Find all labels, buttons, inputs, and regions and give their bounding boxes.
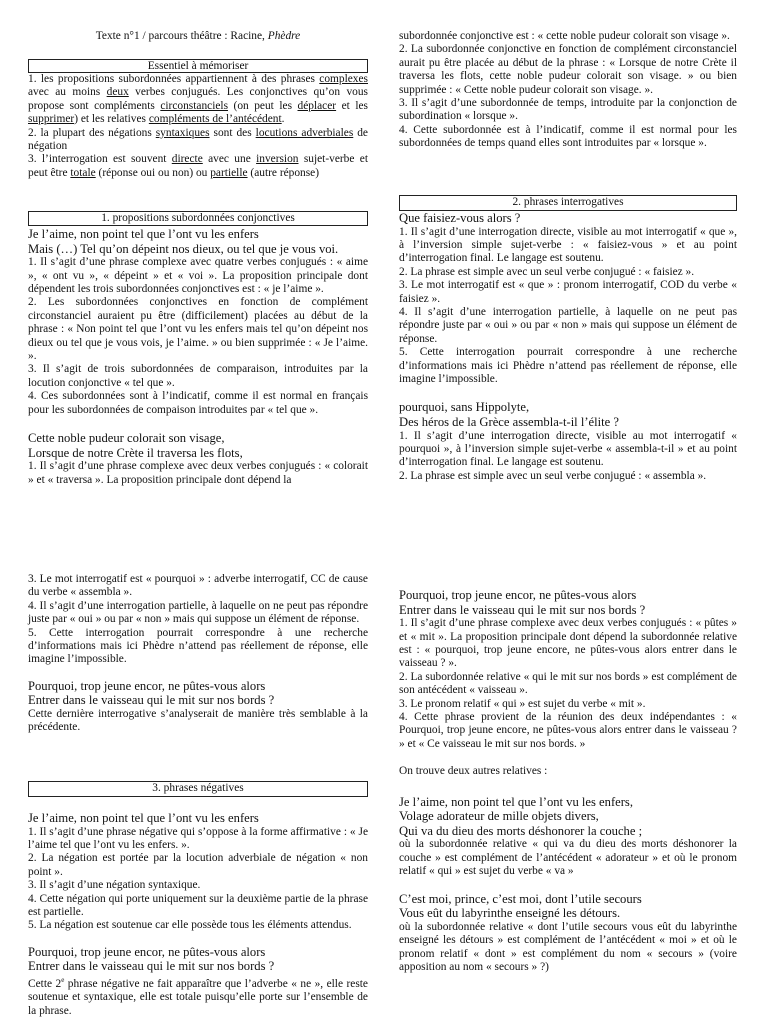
sec1-title: 1. propositions subordonnées conjonctives — [101, 212, 295, 224]
sec1-content — [28, 227, 368, 487]
paragraph: 3. Le mot interrogatif est « pourquoi » : adverbe interrogatif, CC de cause du verbe « assembla ». — [28, 573, 368, 599]
verse: Pourquoi, trop jeune encor, ne pûtes-vous alors — [399, 588, 637, 602]
essentiel-point-1: 1. les propositions subordonnées appartiennent à des phrases complexes avec au moins deux verbes conjugués. Les conjonctives qu’on vous propose sont compléments circonstanciels (on peut les déplacer et les supprimer) et les relatives compléments de l’antécédent. — [28, 73, 368, 126]
essentiel-point-3: 3. l’interrogation est souvent directe avec une inversion sujet-verbe et peut être totale (réponse oui ou non) ou partielle (autre réponse) — [28, 153, 368, 179]
paragraph: 1. Il s’agit d’une phrase complexe avec quatre verbes conjugués : « aime », « ont vu », « dépeint » et « voi ». La proposition principale dont dépendent les trois subordonnées conjonctives est : « je l’aime ». — [28, 256, 368, 295]
paragraph: 3. Il s’agit d’une négation syntaxique. — [28, 879, 201, 892]
paragraph: où la subordonnée relative « qui va du dieu des morts déshonorer la couche » est complément de l’antécédent « adorateur » et où le pronom relatif « qui » est sujet du verbe « va » — [399, 838, 737, 878]
paragraph: 4. Il s’agit d’une interrogation partielle, à laquelle on ne peut pas répondre juste par « oui » ou par « non » mais qui suppose un élément de réponse. — [28, 599, 368, 626]
verse: C’est moi, prince, c’est moi, dont l’utile secours — [399, 891, 642, 906]
paragraph: 2. La subordonnée relative « qui le mit sur nos bords » est complément de son antécédent « vaisseau ». — [399, 670, 737, 697]
paragraph: 3. Il s’agit d’une subordonnée de temps, introduite par la conjonction de subordination « lorsque ». — [399, 97, 737, 123]
verse: Mais (…) Tel qu’on dépeint nos dieux, ou tel que je vous voi. — [28, 241, 339, 256]
verse: Pourquoi, trop jeune encor, ne pûtes-vous alors — [28, 678, 266, 693]
sec3-title: 3. phrases négatives — [152, 782, 244, 794]
right-top-content — [399, 30, 737, 151]
paragraph: 2. La négation est portée par la locution adverbiale de négation « non point ». — [28, 852, 368, 878]
verse: Lorsque de notre Crète il traversa les flots, — [28, 445, 243, 460]
sec2-title-box — [399, 195, 737, 211]
verse: pourquoi, sans Hippolyte, — [399, 400, 530, 415]
page-header — [28, 30, 368, 42]
verse: Cette noble pudeur colorait son visage, — [28, 431, 225, 446]
paragraph: 3. Il s’agit de trois subordonnées de comparaison, introduites par la locution conjonctive « tel que ». — [28, 363, 368, 389]
paragraph: 1. Il s’agit d’une interrogation directe, visible au mot interrogatif « pourquoi », à l’inversion simple sujet-verbe « assembla-t-il » et au point d’interrogation final. Le langage est soutenu. — [399, 429, 737, 469]
left-bottom-content — [28, 573, 368, 735]
right-bottom-content — [399, 588, 737, 974]
header-text: Texte n°1 / parcours théâtre : Racine, — [95, 30, 268, 42]
essentiel-point-2: 2. la plupart des négations syntaxiques sont des locutions adverbiales de négation — [28, 126, 368, 153]
paragraph: 2. La subordonnée conjonctive en fonction de complément circonstanciel aurait pu être placée au début de la phrase : « Lorsque de notre Crète il traversa les flots, cette noble pudeur colorait son visage. » ou bien supprimée : « Cette noble pudeur colorait son visage. ». — [399, 43, 737, 96]
verse: Qui va du dieu des morts déshonorer la couche ; — [399, 823, 643, 838]
header-work: Phèdre — [267, 30, 301, 42]
paragraph: 4. Il s’agit d’une interrogation partielle, à laquelle on ne peut pas répondre juste par « oui » ou par « non » mais qui suppose un élément de réponse. — [399, 306, 737, 345]
paragraph: 5. Cette interrogation pourrait correspondre à une recherche d’informations mais ici Phèdre n’attend pas réellement de réponse, elle imagine l’impossible. — [399, 346, 737, 386]
verse: Des héros de la Grèce assembla-t-il l’élite ? — [399, 415, 619, 430]
paragraph: subordonnée conjonctive est : « cette noble pudeur colorait son visage ». — [399, 30, 730, 42]
essentiel-section — [28, 73, 368, 180]
verse: Volage adorateur de mille objets divers, — [399, 809, 599, 824]
paragraph: 3. Le mot interrogatif est « que » : pronom interrogatif, COD du verbe « faisiez ». — [399, 279, 737, 305]
sec3-title-box — [28, 781, 368, 797]
sec2-content — [399, 211, 737, 483]
paragraph: 1. Il s’agit d’une phrase complexe avec deux verbes conjugués : « colorait » et « traversa ». La proposition principale dont dépend la — [28, 460, 368, 486]
paragraph: 2. La phrase est simple avec un seul verbe conjugué : « faisiez ». — [399, 265, 695, 278]
paragraph: 5. La négation est soutenue car elle possède tous les éléments attendus. — [28, 919, 352, 932]
sec3-content — [28, 811, 368, 1018]
paragraph: 4. Ces subordonnées sont à l’indicatif, comme il est normal en français pour les subordonnées de compaison introduites par « tel que ». — [28, 390, 368, 416]
paragraph: Cette 2e phrase négative ne fait apparaître que l’adverbe « ne », elle reste soutenue et syntaxique, elle est totale puisqu’elle porte sur l’ensemble de la phrase. — [28, 976, 368, 1017]
verse: Je l’aime, non point tel que l’ont vu les enfers, — [399, 794, 633, 809]
verse: Entrer dans le vaisseau qui le mit sur nos bords ? — [28, 693, 275, 708]
verse: Je l’aime, non point tel que l’ont vu les enfers — [28, 227, 259, 241]
paragraph: 1. Il s’agit d’une phrase complexe avec deux verbes conjugués : « pûtes » et « mit ». La proposition principale dont dépend la subordonnée relative est : « pourquoi, trop jeune encore, ne pûtes-vous alors entrer dans le vaisseau ? ». — [399, 617, 737, 670]
verse: Je l’aime, non point tel que l’ont vu les enfers — [28, 811, 259, 825]
paragraph: 2. La phrase est simple avec un seul verbe conjugué : « assembla ». — [399, 469, 707, 482]
verse: Vous eût du labyrinthe enseigné les détours. — [399, 906, 621, 921]
paragraph: 3. Le pronom relatif « qui » est sujet du verbe « mit ». — [399, 697, 646, 710]
paragraph: 4. Cette phrase provient de la réunion des deux indépendantes : « Pourquoi, trop jeune encore, ne pûtes-vous alors entrer dans le vaisseau ? » et « Ce vaisseau le mit sur nos bords. » — [399, 711, 737, 750]
paragraph: 4. Cette subordonnée est à l’indicatif, comme il est normal pour les subordonnées de temps quand elles sont introduites par « lorsque ». — [399, 123, 737, 150]
essentiel-title: Essentiel à mémoriser — [147, 60, 249, 72]
paragraph: Cette dernière interrogative s’analyserait de manière très semblable à la précédente. — [28, 708, 368, 734]
verse: Entrer dans le vaisseau qui le mit sur nos bords ? — [28, 959, 275, 974]
paragraph: On trouve deux autres relatives : — [399, 765, 548, 778]
sec2-title: 2. phrases interrogatives — [512, 196, 624, 208]
verse: Que faisiez-vous alors ? — [399, 211, 521, 225]
essentiel-title-box — [28, 59, 368, 73]
paragraph: 4. Cette négation qui porte uniquement sur la deuxième partie de la phrase est partielle. — [28, 892, 368, 919]
verse: Entrer dans le vaisseau qui le mit sur nos bords ? — [399, 602, 646, 617]
verse: Pourquoi, trop jeune encor, ne pûtes-vous alors — [28, 944, 266, 959]
sec1-title-box — [28, 211, 368, 226]
paragraph: 5. Cette interrogation pourrait correspondre à une recherche d’informations mais ici Phèdre n’attend pas réellement de réponse, elle imagine l’impossible. — [28, 626, 368, 666]
paragraph: 1. Il s’agit d’une phrase négative qui s’oppose à la forme affirmative : « Je l’aime tel que l’ont vu les enfers. ». — [28, 825, 368, 851]
paragraph: où la subordonnée relative « dont l’utile secours vous eût du labyrinthe enseigné les détours » est complément de l’antécédent « moi » et où le pronom relatif « dont » est complément du nom « secours » (voire apposition au nom « secours » ?) — [399, 920, 737, 974]
paragraph: 2. Les subordonnées conjonctives en fonction de complément circonstanciel auraient pu être (difficilement) placées au début de la phrase : « Non point tel que l’ont vu les enfers mais tel qu’on dépeint nos dieux ou tel que je vous vois, je l’aime. » ou bien supprimée : « Je l’aime. ». — [28, 296, 368, 363]
paragraph: 1. Il s’agit d’une interrogation directe, visible au mot interrogatif « que », à l’inversion simple sujet-verbe : « faisiez-vous » et au point d’interrogation final. Le langage est soutenu. — [399, 225, 737, 265]
